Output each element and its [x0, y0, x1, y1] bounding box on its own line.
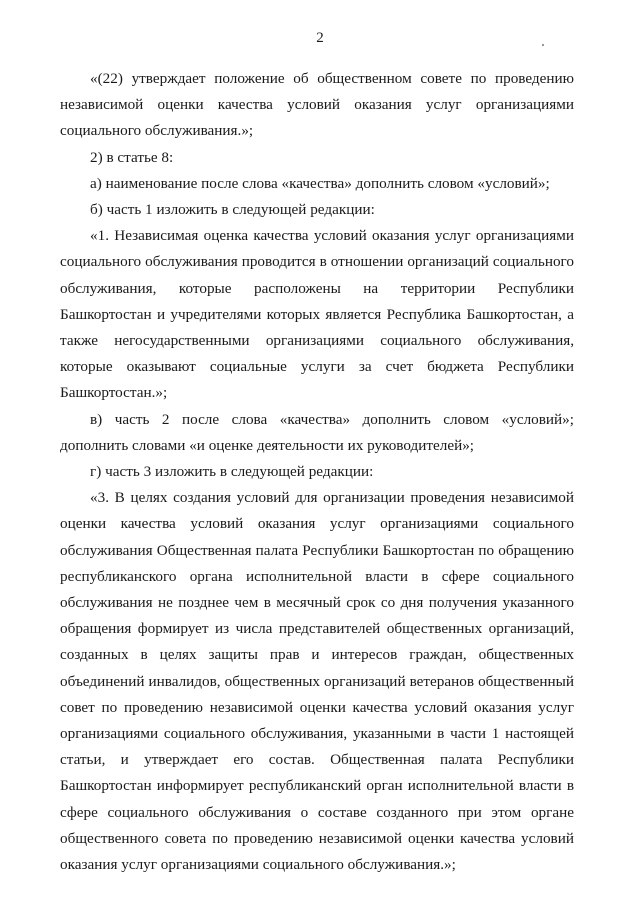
paragraph-amendment-b: б) часть 1 изложить в следующей редакции:	[90, 201, 375, 219]
page-number: 2	[316, 30, 324, 46]
paragraph-part-1-text: «1. Независимая оценка качества условий оказания услуг организациями социального обслуживания проводится в отношении организаций социального обслуживания, которые расположены на территории Республики Башкортостан и учредителями которых является Республика Башкортостан, а также негосударственными организациями социального обслуживания, которые оказывают социальные услуги за счет бюджета Республики Башкортостан.»;	[60, 227, 574, 402]
paragraph-amendment-v: в) часть 2 после слова «качества» дополнить словом «условий»; дополнить словами «и оценке деятельности их руководителей»;	[60, 410, 574, 454]
document-body	[60, 66, 574, 878]
paragraph-part-3-text: «3. В целях создания условий для организации проведения независимой оценки качества условий оказания услуг организациями социального обслуживания Общественная палата Республики Башкортостан по обращению республиканского органа исполнительной власти в сфере социального обслуживания не позднее чем в месячный срок со дня получения указанного обращения формирует из числа представителей общественных организаций, созданных в целях защиты прав и интересов граждан, общественных объединений инвалидов, общественных организаций ветеранов общественный совет по проведению независимой оценки качества условий оказания услуг организациями социального обслуживания, указанными в части 1 настоящей статьи, и утверждает его состав. Общественная палата Республики Башкортостан информирует республиканский орган исполнительной власти в сфере социального обслуживания о составе созданного при этом органе общественного совета по проведению независимой оценки качества условий оказания услуг организациями социального обслуживания.»;	[60, 489, 574, 874]
paragraph-article-8-heading: 2) в статье 8:	[90, 148, 174, 166]
paragraph-item-22: «(22) утверждает положение об общественном совете по проведению независимой оценки качества условий оказания услуг организациями социального обслуживания.»;	[60, 70, 574, 140]
scan-speck	[542, 44, 544, 46]
paragraph-amendment-a: а) наименование после слова «качества» дополнить словом «условий»;	[90, 174, 550, 192]
paragraph-amendment-g: г) часть 3 изложить в следующей редакции:	[90, 463, 374, 481]
